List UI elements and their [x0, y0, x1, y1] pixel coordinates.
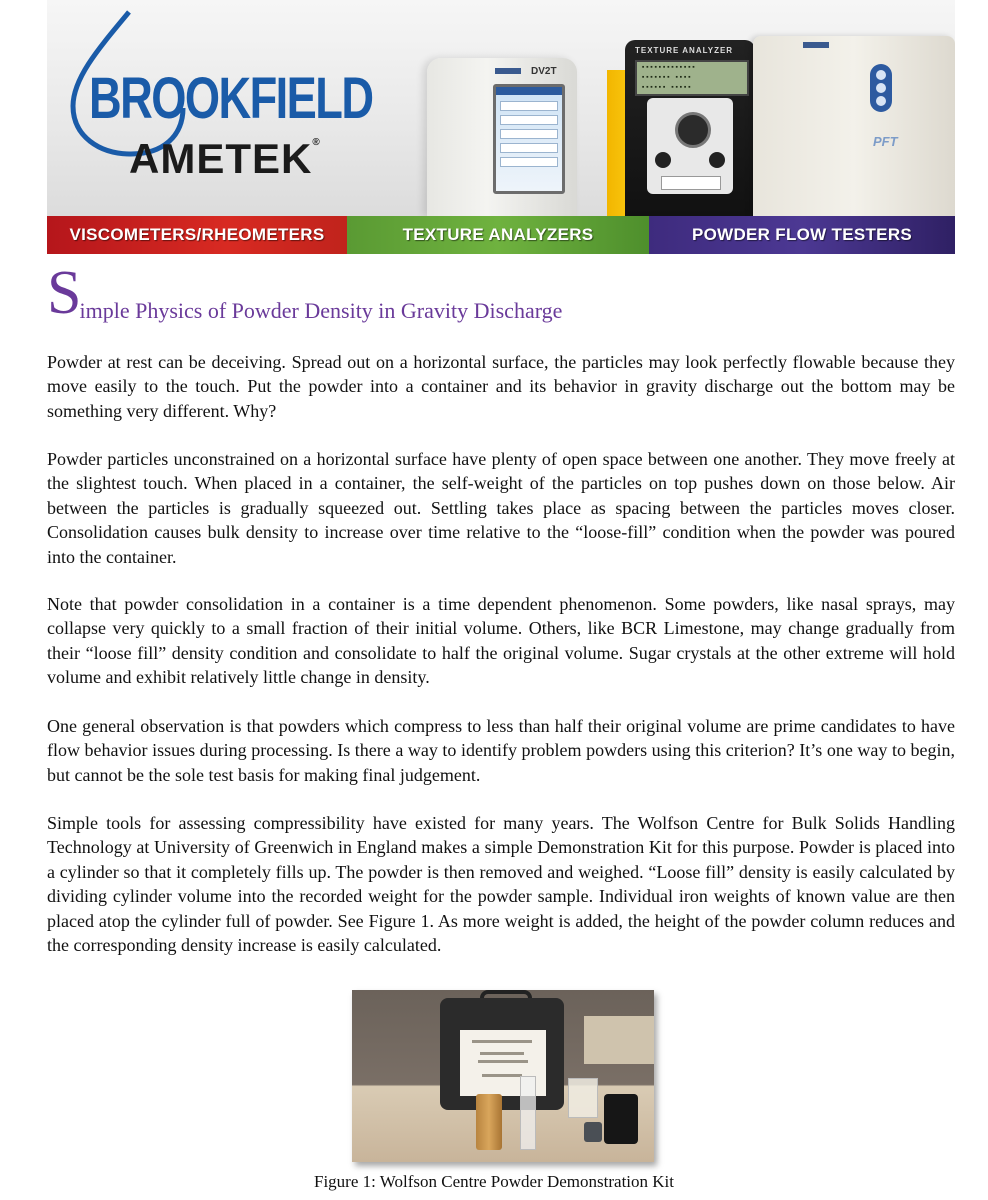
registered-mark: ®: [312, 137, 321, 148]
paragraph: Simple tools for assessing compressibility have existed for many years. The Wolfson Centre for Bulk Solids Handling Technology at University of Greenwich in England makes a simple Demonstration Kit for this purpose. Powder is placed into a cylinder so that it completely fills up. The powder is then removed and weighed. “Loose fill” density is easily calculated by dividing cylinder volume into the recorded weight for the powder sample. Individual iron weights of known value are then placed atop the cylinder full of powder. See Figure 1. As more weight is added, the height of the powder column reduces and the corresponding density increase is easily calculated.: [47, 813, 955, 956]
control-panel: [647, 98, 733, 194]
glass-tube: [520, 1076, 536, 1150]
paragraph: Powder particles unconstrained on a horizontal surface have plenty of open space between one another. They move freely at the slightest touch. When placed in a container, the self-weight of the particles on top pushes down on those below. Air between the particles is gradually squeezed out. Settling takes place as spacing between the particles moves closer. Consolidation causes bulk density to increase over time relative to the “loose-fill” condition when the powder was poured into the container.: [47, 449, 955, 567]
small-weight: [584, 1122, 602, 1142]
category-texture-analyzers: TEXTURE ANALYZERS: [347, 216, 649, 254]
pft-label: PFT: [873, 134, 898, 149]
title-initial: S: [47, 259, 82, 327]
lcd-display: ▪▪▪▪▪▪▪▪▪▪▪▪▪ ▪▪▪▪▪▪▪ ▪▪▪▪ ▪▪▪▪▪▪ ▪▪▪▪▪: [635, 60, 749, 96]
button-icon: [709, 152, 725, 168]
texture-analyzer-label: TEXTURE ANALYZER: [635, 46, 734, 55]
figure-caption: Figure 1: Wolfson Centre Powder Demonstration Kit: [314, 1172, 674, 1191]
dv2-label: DV2T: [531, 66, 557, 77]
device-logo: [495, 68, 521, 74]
category-strip: [47, 216, 955, 254]
article-title: [47, 259, 563, 327]
texture-analyzer-device-image: [625, 40, 755, 216]
title-text: imple Physics of Powder Density in Gravity Discharge: [79, 298, 563, 323]
button-icon: [655, 152, 671, 168]
iron-weights-stack: [604, 1094, 638, 1144]
category-powder-flow-testers: POWDER FLOW TESTERS: [649, 216, 955, 254]
paragraph: Powder at rest can be deceiving. Spread out on a horizontal surface, the particles may look perfectly flowable because they move easily to the touch. Put the powder into a container and its behavior in gravity discharge out the bottom may be something very different. Why?: [47, 352, 955, 421]
knob-icon: [675, 112, 711, 148]
viscometer-device-image: [427, 58, 577, 216]
clear-cup: [568, 1078, 598, 1118]
category-viscometers: VISCOMETERS/RHEOMETERS: [47, 216, 347, 254]
device-logo: [803, 42, 829, 48]
paragraph: Note that powder consolidation in a container is a time dependent phenomenon. Some powders, like nasal sprays, may collapse very quickly to a small fraction of their initial volume. Others, like BCR Limestone, may change gradually from their “loose fill” density condition and consolidate to half the original volume. Sugar crystals at the other extreme will hold volume and exhibit relatively little change in density.: [47, 594, 955, 688]
button-panel-icon: [870, 64, 892, 112]
paragraph: One general observation is that powders which compress to less than half their original volume are prime candidates to have flow behavior issues during processing. Is there a way to identify problem powders using this criterion? It’s one way to begin, but cannot be the sole test basis for making final judgement.: [47, 716, 955, 785]
header-banner: [47, 0, 955, 216]
figure-demonstration-kit-photo: [352, 990, 654, 1162]
powder-cylinder: [476, 1094, 502, 1150]
device-screen: [493, 84, 565, 194]
shelf: [584, 1016, 654, 1064]
brand-ametek: AMETEK®: [129, 135, 321, 182]
brand-brookfield: BROOKFIELD: [89, 66, 373, 131]
device-label-plate: [661, 176, 721, 190]
powder-flow-tester-device-image: [753, 36, 955, 216]
